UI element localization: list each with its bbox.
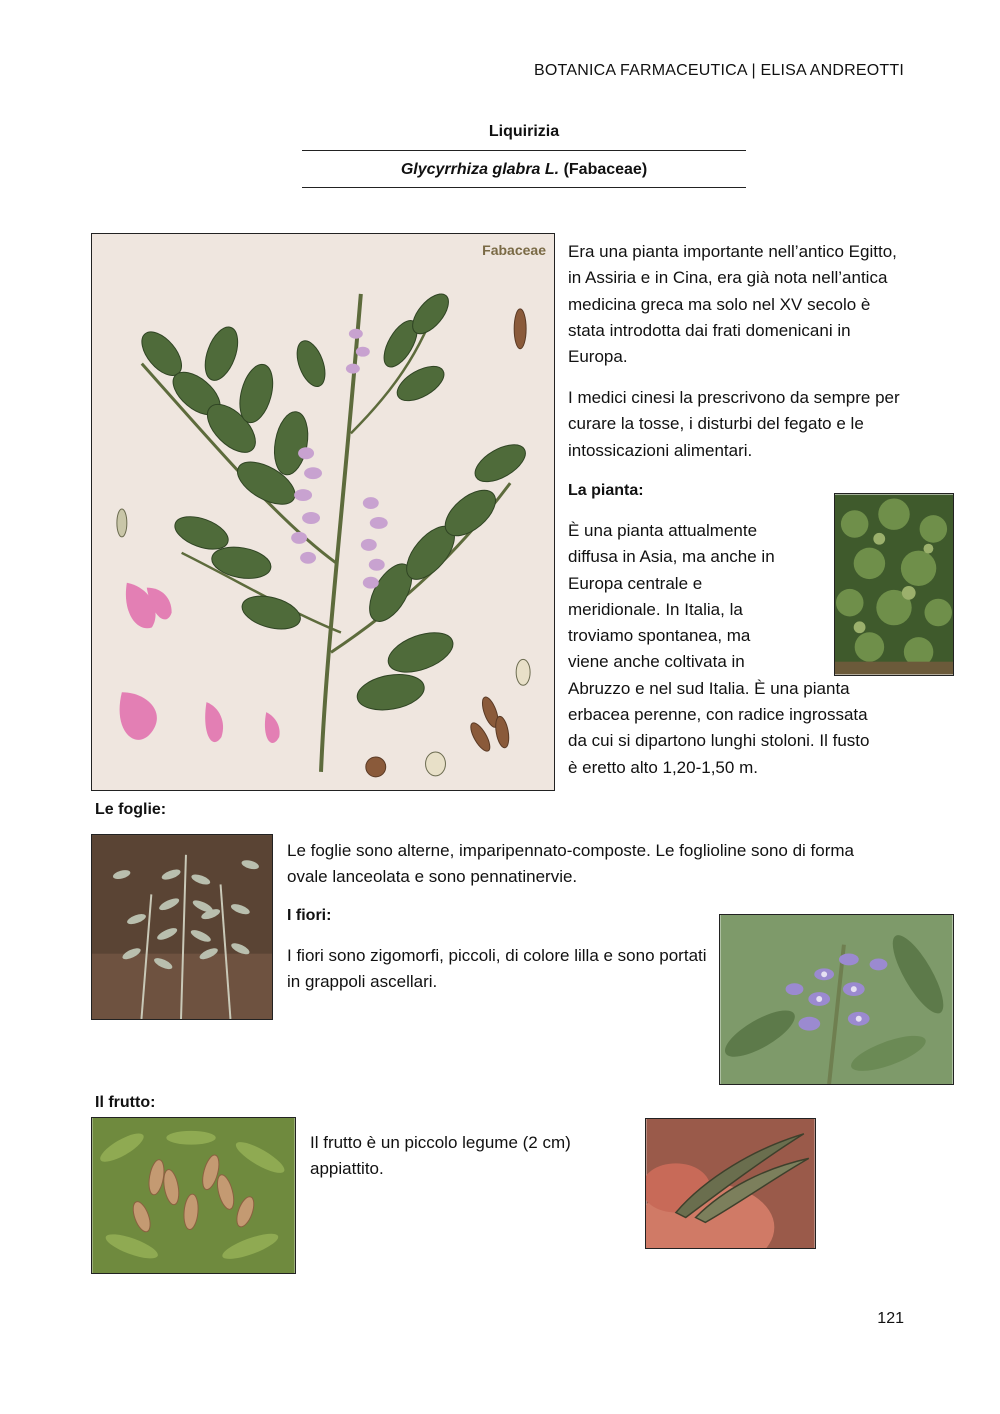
page-number: 121 [877,1310,904,1327]
pianta-line: diffusa in Asia, ma anche in [568,547,775,567]
running-header: BOTANICA FARMACEUTICA | ELISA ANDREOTTI [534,62,904,79]
pianta-line: meridionale. In Italia, la [568,599,743,619]
title-block [302,118,746,188]
pianta-line: erbacea perenne, con radice ingrossata [568,705,868,725]
botanical-plate-image [91,233,555,791]
plant-bush-icon [835,494,953,675]
section-heading-foglie: Le foglie: [95,801,167,818]
scientific-name-line [302,151,746,188]
section-heading-frutto: Il frutto: [95,1094,156,1111]
page-title: Liquirizia [302,118,746,151]
section-heading-pianta: La pianta: [568,482,644,499]
plate-label: Fabaceae [482,242,546,258]
pianta-line: è eretto alto 1,20-1,50 m. [568,757,758,777]
pianta-line: viene anche coltivata in [568,652,745,672]
leaves-icon [92,835,272,1019]
fruit-cluster-icon [92,1118,295,1273]
flowers-photo [719,914,954,1085]
foglie-text: Le foglie sono alterne, imparipennato-composte. Le foglioline sono di forma ovale lanceolata e sono pennatinervie. [287,841,855,887]
pod-photo [645,1118,816,1249]
seed-pod-icon [646,1119,815,1248]
fiori-text: I fiori sono zigomorfi, piccoli, di colore lilla e sono portati in grappoli ascellari. [287,946,707,992]
family-name: (Fabaceae) [563,161,648,178]
flowers-icon [720,915,953,1084]
section-heading-fiori: I fiori: [287,907,332,924]
pianta-line: troviamo spontanea, ma [568,626,751,646]
intro-paragraph-1: Era una pianta importante nell’antico Egitto, in Assiria e in Cina, era già nota nell’antica medicina greca ma solo nel XV secolo è stata introdotta dai frati domenicani in Europa. [568,242,897,367]
plant-photo [834,493,954,676]
scientific-name: Glycyrrhiza glabra L. [400,161,560,178]
pianta-line: da cui si dipartono lunghi stoloni. Il fusto [568,731,870,751]
frutto-text: Il frutto è un piccolo legume (2 cm) appiattito. [310,1133,571,1179]
pianta-line: Europa centrale e [568,573,703,593]
fruit-cluster-photo [91,1117,296,1274]
leaves-photo [91,834,273,1020]
pianta-line: Abruzzo e nel sud Italia. È una pianta [568,678,850,698]
pianta-line: È una pianta attualmente [568,521,758,540]
intro-paragraph-2: I medici cinesi la prescrivono da sempre per curare la tosse, i disturbi del fegato e le intossicazioni alimentari. [568,388,900,460]
botanical-plate-illustration-icon [92,234,554,790]
